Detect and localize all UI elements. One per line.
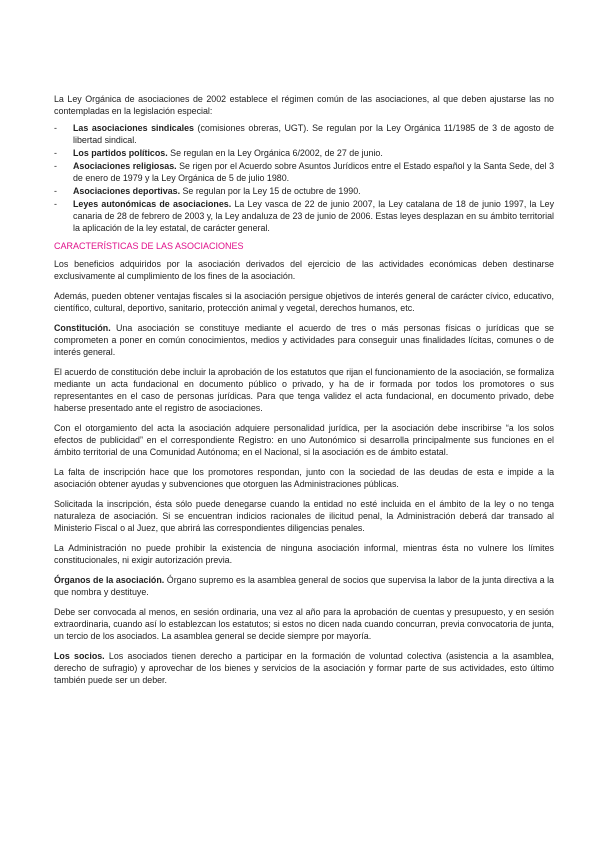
paragraph-constitucion: [54, 322, 554, 358]
section-heading: CARACTERÍSTICAS DE LAS ASOCIACIONES: [54, 241, 244, 251]
list-item-title: Asociaciones deportivas.: [73, 186, 181, 196]
intro-paragraph: La Ley Orgánica de asociaciones de 2002 establece el régimen común de las asociaciones, al que deben ajustarse las no contempladas en la legislación especial:: [54, 94, 554, 116]
paragraph-socios: [54, 650, 554, 686]
list-item-title: Leyes autonómicas de asociaciones.: [73, 199, 232, 209]
list-item-text: Se regulan por la Ley 15 de octubre de 1990.: [180, 186, 361, 196]
paragraph-text: Los asociados tienen derecho a participar en la formación de voluntad colectiva (asistencia a la asamblea, derecho de sufragio) y aprovechar de los bienes y servicios de la asociación y formar parte de sus actividades, esto último también puede ser un deber.: [54, 651, 554, 685]
list-item: [54, 185, 554, 197]
paragraph-organos: [54, 574, 554, 598]
list-item-text: (comisiones obreras, UGT). Se regulan por la Ley Orgánica 11/1985 de 3 de agosto de libertad sindical.: [73, 123, 554, 145]
list-item-title: Asociaciones religiosas.: [73, 161, 177, 171]
paragraph-convocatoria: [54, 606, 554, 642]
paragraph-text: Los beneficios adquiridos por la asociación derivados del ejercicio de las actividades económicas deben destinarse exclusivamente al cumplimiento de los fines de la asociación.: [54, 259, 554, 281]
paragraph-lead: Los socios.: [54, 651, 105, 661]
list-marker: -: [54, 161, 57, 171]
list-item-title: Las asociaciones sindicales: [73, 123, 194, 133]
paragraph-text: Una asociación se constituye mediante el acuerdo de tres o más personas físicas o jurídicas que se comprometen a poner en común conocimientos, medios y actividades para conseguir unas finalidades lícitas, comunes o de interés general.: [54, 323, 554, 357]
paragraph-text: La Administración no puede prohibir la existencia de ninguna asociación informal, mientras ésta no vulnere los límites constitucionales, ni exigir autorización previa.: [54, 543, 554, 565]
list-item-title: Los partidos políticos.: [73, 148, 168, 158]
paragraph-text: Además, pueden obtener ventajas fiscales si la asociación persigue objetivos de interés general de carácter cívico, educativo, científico, cultural, deportivo, sanitario, protección animal y vegetal, derechos humanos, etc.: [54, 291, 554, 313]
paragraph-text: Debe ser convocada al menos, en sesión ordinaria, una vez al año para la aprobación de cuentas y presupuesto, y en sesión extraordinaria, cuando así lo establezcan los estatutos; si estos no dicen nada cuando concurran, previa convocatoria de junta, un tercio de los asociados. La asamblea general se decide siempre por mayoría.: [54, 607, 554, 641]
paragraph-solicitud: [54, 498, 554, 534]
paragraph-text: El acuerdo de constitución debe incluir la aprobación de los estatutos que rijan el funcionamiento de la asociación, se formaliza mediante un acta fundacional en documento público o privado, y ha de ir formada por todos los promotores o sus representantes en el caso de personas jurídicas. Para que tenga validez el acta fundacional, en documento privado, debe haberse presentado ante el registro de asociaciones.: [54, 367, 554, 413]
paragraph-beneficios: [54, 258, 554, 282]
paragraph-text: Órgano supremo es la asamblea general de socios que supervisa la labor de la junta directiva a la que nombra y destituye.: [54, 575, 554, 597]
list-item: [54, 122, 554, 146]
list-item: [54, 198, 554, 234]
list-item-text: Se regulan en la Ley Orgánica 6/2002, de 27 de junio.: [167, 148, 383, 158]
paragraph-lead: Órganos de la asociación.: [54, 575, 165, 585]
association-types-list: [54, 122, 554, 234]
list-item: [54, 160, 554, 184]
list-marker: -: [54, 199, 57, 209]
paragraph-text: Con el otorgamiento del acta la asociación adquiere personalidad jurídica, per la asociación debe inscribirse “a los solos efectos de publicidad” en el correspondiente Registro: en uno Autonómico si desarrolla principalmente sus funciones en el ámbito territorial de una Comunidad Autónoma; en el Nacional, si la asociación es de ámbito estatal.: [54, 423, 554, 457]
list-item-text: Se rigen por el Acuerdo sobre Asuntos Jurídicos entre el Estado español y la Santa Sede, del 3 de enero de 1979 y la Ley Orgánica de 5 de julio 1980.: [73, 161, 554, 183]
list-marker: -: [54, 123, 57, 133]
paragraph-lead: Constitución.: [54, 323, 111, 333]
list-item: [54, 147, 554, 159]
paragraph-inscripcion: [54, 466, 554, 490]
list-item-text: La Ley vasca de 22 de junio 2007, la Ley catalana de 18 de junio 1997, la Ley canaria de 28 de febrero de 2003 y, la Ley andaluza de 23 de junio de 2006. Estas leyes desplazan en su ámbito territorial la aplicación de la ley estatal, de carácter general.: [73, 199, 555, 233]
paragraph-otorgamiento: [54, 422, 554, 458]
paragraph-administracion: [54, 542, 554, 566]
paragraph-text: La falta de inscripción hace que los promotores respondan, junto con la sociedad de las deudas de esta e impide a la asociación obtener ayudas y subvenciones que otorguen las Administraciones públicas.: [54, 467, 554, 489]
list-marker: -: [54, 186, 57, 196]
list-marker: -: [54, 148, 57, 158]
paragraph-acuerdo: [54, 366, 554, 414]
paragraph-ventajas-fiscales: [54, 290, 554, 314]
paragraph-text: Solicitada la inscripción, ésta sólo puede denegarse cuando la entidad no esté incluida en el ámbito de la ley o no tenga naturaleza de asociación. Si se encuentran indicios racionales de ilicitud penal, la Administración deberá dar transado al Ministerio Fiscal o al Juez, que abrirá las correspondientes diligencias penales.: [54, 499, 554, 533]
